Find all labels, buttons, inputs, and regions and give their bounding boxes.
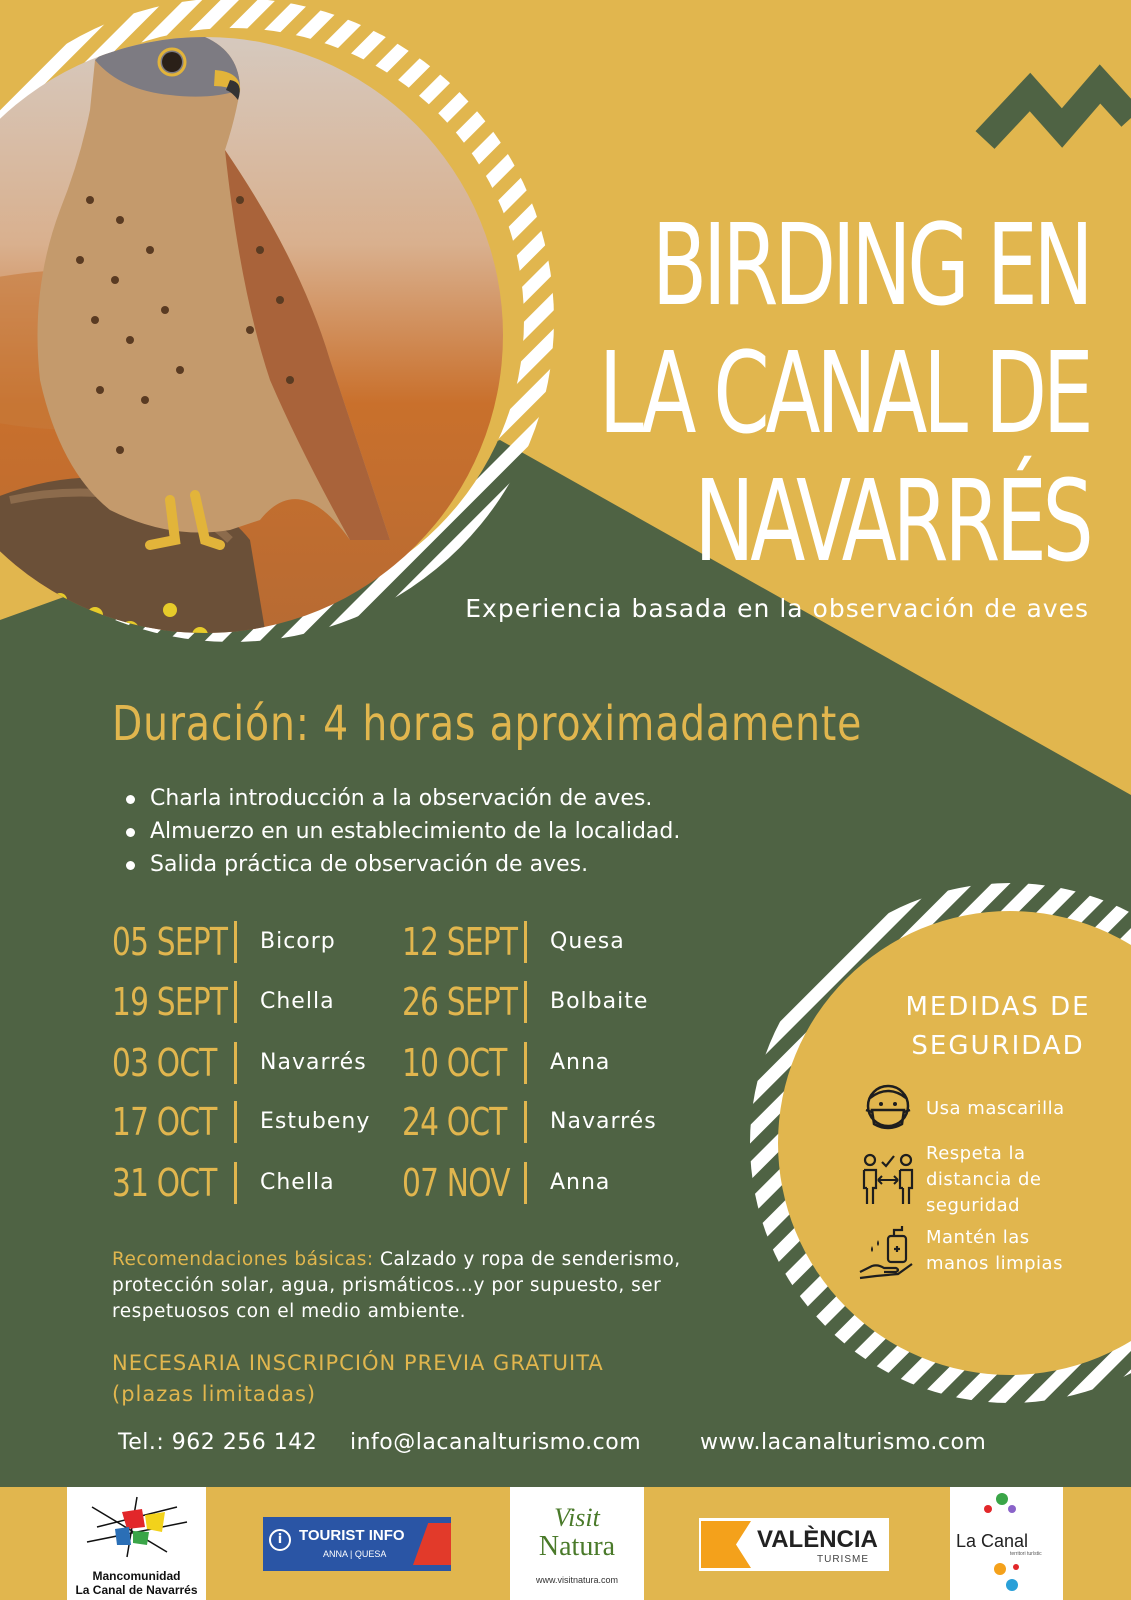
inscription-line-1: NECESARIA INSCRIPCIÓN PREVIA GRATUITA: [112, 1351, 604, 1375]
schedule-row: [112, 1097, 692, 1147]
recommendations: [112, 1247, 732, 1325]
mancomunidad-line-1: Mancomunidad: [92, 1569, 181, 1583]
divider: [524, 1042, 527, 1084]
schedule-place: Anna: [550, 1170, 611, 1195]
schedule-date: 12 SEPT: [402, 920, 518, 964]
visit-natura-line-2: Natura: [538, 1531, 616, 1562]
tourist-info-logo[interactable]: [263, 1517, 451, 1571]
la-canal-sub: territori turístic: [1010, 1551, 1042, 1557]
schedule-date: 10 OCT: [402, 1041, 507, 1085]
mancomunidad-emblem-icon: [67, 1487, 206, 1567]
safety-heading-line-1: MEDIDAS DE: [905, 992, 1091, 1022]
safety-heading-line-2: SEGURIDAD: [911, 1031, 1085, 1061]
schedule-row: [112, 1038, 692, 1088]
contact-website[interactable]: www.lacanalturismo.com: [700, 1430, 987, 1455]
schedule-place: Navarrés: [260, 1050, 367, 1075]
schedule-date: 31 OCT: [112, 1161, 217, 1205]
title-line-3: NAVARRÉS: [693, 457, 1089, 587]
divider: [524, 981, 527, 1023]
inscription-notice: [112, 1348, 604, 1410]
title-line-2: LA CANAL DE: [598, 329, 1089, 459]
schedule-place: Estubeny: [260, 1109, 371, 1134]
schedule-place: Chella: [260, 1170, 335, 1195]
visit-natura-url: www.visitnatura.com: [535, 1575, 619, 1585]
valencia-logo[interactable]: [699, 1518, 889, 1571]
valencia-mark-icon: [701, 1521, 751, 1568]
tourist-info-title: TOURIST INFO: [299, 1527, 405, 1544]
mancomunidad-name: [67, 1569, 206, 1597]
divider: [234, 1042, 237, 1084]
valencia-title: VALÈNCIA: [757, 1526, 878, 1553]
valencia-sub: TURISME: [817, 1554, 869, 1565]
la-canal-title: La Canal: [956, 1531, 1029, 1551]
tourist-info-flag-icon: [413, 1523, 451, 1565]
schedule-date: 07 NOV: [402, 1161, 510, 1205]
schedule-row: [112, 917, 692, 967]
list-item: Charla introducción a la observación de aves.: [150, 782, 680, 815]
duration-heading: Duración: 4 horas aproximadamente: [112, 696, 863, 752]
schedule-date: 24 OCT: [402, 1100, 507, 1144]
safety-item-mask: Usa mascarilla: [926, 1098, 1065, 1119]
schedule-place: Bolbaite: [550, 989, 649, 1014]
schedule-date: 17 OCT: [112, 1100, 217, 1144]
contact-email[interactable]: info@lacanalturismo.com: [350, 1430, 642, 1455]
visit-natura-line-1: Visit: [554, 1503, 600, 1532]
divider: [524, 921, 527, 963]
contact-phone[interactable]: Tel.: 962 256 142: [118, 1430, 318, 1455]
sponsor-bar: [0, 1487, 1131, 1600]
safety-item-distance: Respeta la distancia de seguridad: [926, 1143, 1042, 1216]
schedule-place: Navarrés: [550, 1109, 657, 1134]
page-title: [408, 202, 1089, 586]
schedule-date: 05 SEPT: [112, 920, 228, 964]
safety-heading: [880, 988, 1116, 1066]
mask-icon: [858, 1080, 918, 1140]
subtitle: Experiencia basada en la observación de aves: [465, 594, 1089, 623]
list-item: Almuerzo en un establecimiento de la localidad.: [150, 815, 680, 848]
mancomunidad-line-2: La Canal de Navarrés: [75, 1583, 198, 1597]
divider: [524, 1101, 527, 1143]
title-line-1: BIRDING EN: [651, 201, 1089, 331]
schedule-place: Anna: [550, 1050, 611, 1075]
safety-item-handwash: Mantén las manos limpias: [926, 1227, 1063, 1274]
divider: [524, 1162, 527, 1204]
divider: [234, 1162, 237, 1204]
divider: [234, 1101, 237, 1143]
hand-wash-icon: [858, 1222, 918, 1282]
activity-list: [150, 782, 680, 881]
recommendations-label: Recomendaciones básicas:: [112, 1249, 374, 1270]
schedule-row: [112, 977, 692, 1027]
schedule-date: 19 SEPT: [112, 980, 228, 1024]
tourist-info-sub: ANNA | QUESA: [323, 1549, 387, 1559]
distance-icon: [858, 1148, 918, 1208]
divider: [234, 981, 237, 1023]
divider: [234, 921, 237, 963]
schedule-place: Quesa: [550, 929, 625, 954]
info-icon: i: [269, 1529, 291, 1551]
schedule-row: [112, 1158, 692, 1208]
inscription-line-2: (plazas limitadas): [112, 1382, 317, 1406]
list-item: Salida práctica de observación de aves.: [150, 848, 680, 881]
schedule-date: 03 OCT: [112, 1041, 217, 1085]
schedule-date: 26 SEPT: [402, 980, 518, 1024]
schedule-place: Chella: [260, 989, 335, 1014]
mancomunidad-logo[interactable]: [67, 1487, 206, 1600]
schedule-place: Bicorp: [260, 929, 336, 954]
recommendations-text: Calzado y ropa de senderismo, protección solar, agua, prismáticos…y por supuesto, ser respetuosos con el medio ambiente.: [112, 1249, 681, 1322]
la-canal-logo[interactable]: [950, 1487, 1063, 1600]
visit-natura-logo[interactable]: [510, 1487, 644, 1600]
